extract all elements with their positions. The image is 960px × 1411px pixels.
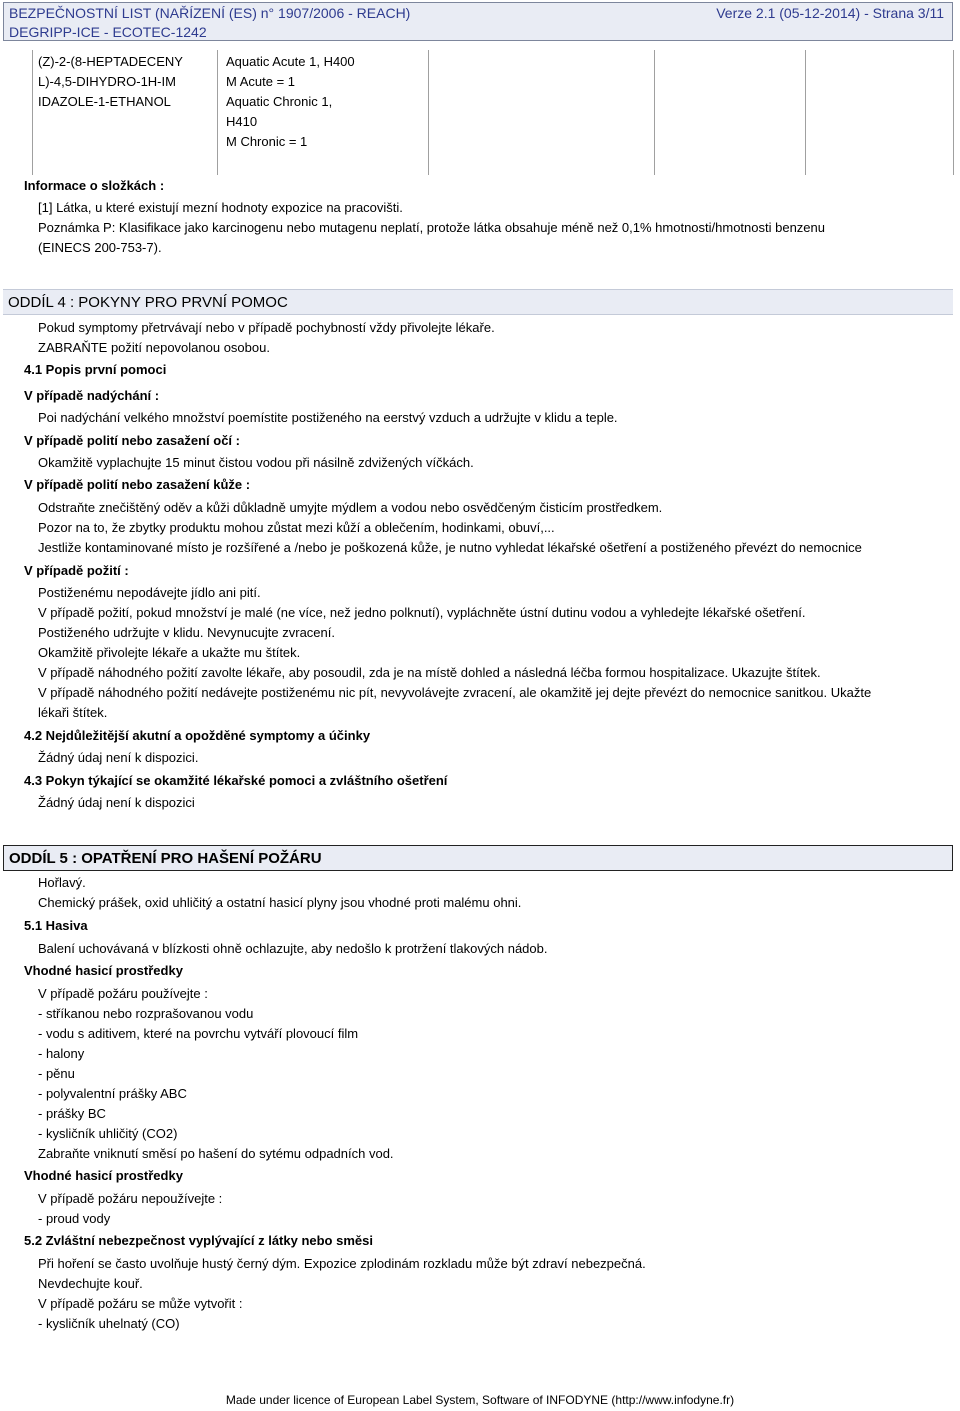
- section-5-header: [3, 845, 953, 871]
- section-4-header: [3, 289, 953, 315]
- substance-line: L)-4,5-DIHYDRO-1H-IM: [38, 74, 176, 89]
- list-item: - kysličník uhličitý (CO2): [38, 1126, 178, 1141]
- section-title: ODDÍL 5 : OPATŘENÍ PRO HAŠENÍ POŽÁRU: [9, 850, 322, 867]
- table-border: [805, 50, 806, 175]
- text-line: Pokud symptomy přetrvávají nebo v případě pochybností vždy přivolejte lékaře.: [38, 320, 495, 335]
- list-item: - kysličník uhelnatý (CO): [38, 1316, 180, 1331]
- substance-line: IDAZOLE-1-ETHANOL: [38, 94, 171, 109]
- text-line: Žádný údaj není k dispozici: [38, 795, 195, 810]
- text-line: V případě požáru se může vytvořit :: [38, 1296, 243, 1311]
- classification-line: Aquatic Chronic 1,: [226, 94, 333, 109]
- document-title: BEZPEČNOSTNÍ LIST (NAŘÍZENÍ (ES) n° 1907/2006 - REACH): [9, 5, 411, 21]
- classification-line: Aquatic Acute 1, H400: [226, 54, 355, 69]
- list-item: - halony: [38, 1046, 85, 1061]
- text-line: Při hoření se často uvolňuje hustý černý dým. Expozice zplodinám rozkladu může být zdraví nebezpečná.: [38, 1256, 646, 1271]
- text-line: Odstraňte znečištěný oděv a kůži důkladně umyjte mýdlem a vodou nebo osvědčeným čisticím prostředkem.: [38, 500, 663, 515]
- classification-line: H410: [226, 114, 258, 129]
- text-line: V případě náhodného požití zavolte lékaře, aby posoudil, zda je na místě dohled a následná léčba formou hospitalizace. Ukazujte štítek.: [38, 665, 821, 680]
- text-line: V případě požáru používejte :: [38, 986, 208, 1001]
- subheading: V případě polití nebo zasažení kůže :: [24, 477, 251, 492]
- info-note: (EINECS 200-753-7).: [38, 240, 162, 255]
- text-line: Okamžitě přivolejte lékaře a ukažte mu štítek.: [38, 645, 301, 660]
- list-item: - prášky BC: [38, 1106, 106, 1121]
- subsection-heading: 5.1 Hasiva: [24, 918, 88, 933]
- text-line: V případě požití, pokud množství je malé (ne více, než jedno polknutí), vypláchněte ústní dutinu vodou a vyhledejte lékařské ošetření.: [38, 605, 806, 620]
- list-item: - pěnu: [38, 1066, 75, 1081]
- table-border: [32, 50, 33, 175]
- text-line: Poi nadýchání velkého množství poemístite postiženého na eerstvý vzduch a udržujte v klidu a teple.: [38, 410, 618, 425]
- substance-name: [38, 52, 183, 112]
- text-line: Balení uchovávaná v blízkosti ohně ochlazujte, aby nedošlo k protržení tlakových nádob.: [38, 941, 548, 956]
- text-line: Postiženému nepodávejte jídlo ani pití.: [38, 585, 261, 600]
- list-item: - polyvalentní prášky ABC: [38, 1086, 187, 1101]
- document-header: [3, 2, 953, 41]
- text-line: Postiženého udržujte v klidu. Nevynucujte zvracení.: [38, 625, 335, 640]
- table-border: [654, 50, 655, 175]
- text-line: Pozor na to, že zbytky produktu mohou zůstat mezi kůží a oblečením, hodinkami, obuví,...: [38, 520, 555, 535]
- product-name: DEGRIPP-ICE - ECOTEC-1242: [9, 24, 207, 40]
- text-line: Nevdechujte kouř.: [38, 1276, 143, 1291]
- subsection-heading: 5.2 Zvláštní nebezpečnost vyplývající z látky nebo směsi: [24, 1233, 373, 1248]
- info-note: [1] Látka, u které existují mezní hodnoty expozice na pracovišti.: [38, 200, 403, 215]
- subheading: V případě požití :: [24, 563, 129, 578]
- subheading: Vhodné hasicí prostředky: [24, 963, 183, 978]
- classification: [226, 52, 355, 152]
- table-border: [217, 50, 218, 175]
- list-item: - stříkanou nebo rozprašovanou vodu: [38, 1006, 254, 1021]
- list-item: - proud vody: [38, 1211, 111, 1226]
- footer-licence: Made under licence of European Label System, Software of INFODYNE (http://www.infodyne.fr): [225, 1393, 735, 1407]
- substance-line: (Z)-2-(8-HEPTADECENY: [38, 54, 183, 69]
- subsection-heading: 4.2 Nejdůležitější akutní a opožděné symptomy a účinky: [24, 728, 371, 743]
- text-line: V případě požáru nepoužívejte :: [38, 1191, 223, 1206]
- subheading: Vhodné hasicí prostředky: [24, 1168, 183, 1183]
- text-line: Okamžitě vyplachujte 15 minut čistou vodou při násilně zdvižených víčkách.: [38, 455, 474, 470]
- text-line: lékaři štítek.: [38, 705, 108, 720]
- table-border: [953, 50, 954, 175]
- list-item: - vodu s aditivem, které na povrchu vytváří plovoucí film: [38, 1026, 359, 1041]
- text-line: Hořlavý.: [38, 875, 86, 890]
- subsection-heading: 4.1 Popis první pomoci: [24, 362, 167, 377]
- info-heading: Informace o složkách :: [24, 178, 165, 193]
- composition-table: [32, 50, 954, 175]
- text-line: Jestliže kontaminované místo je rozšířené a /nebo je poškozená kůže, je nutno vyhledat lékařské ošetření a postiženého převézt do nemocnice: [38, 540, 862, 555]
- classification-line: M Chronic = 1: [226, 134, 308, 149]
- table-border: [428, 50, 429, 175]
- classification-line: M Acute = 1: [226, 74, 296, 89]
- text-line: Žádný údaj není k dispozici.: [38, 750, 199, 765]
- text-line: Chemický prášek, oxid uhličitý a ostatní hasicí plyny jsou vhodné proti malému ohni.: [38, 895, 522, 910]
- subsection-heading: 4.3 Pokyn týkající se okamžité lékařské pomoci a zvláštního ošetření: [24, 773, 448, 788]
- text-line: V případě náhodného požití nedávejte postiženému nic pít, nevyvolávejte zvracení, ale okamžitě jej dejte převézt do nemocnice sanitkou. Ukažte: [38, 685, 872, 700]
- text-line: Zabraňte vniknutí směsí po hašení do sytému odpadních vod.: [38, 1146, 394, 1161]
- subheading: V případě nadýchání :: [24, 388, 160, 403]
- version-page: Verze 2.1 (05-12-2014) - Strana 3/11: [716, 5, 944, 21]
- section-title: ODDÍL 4 : POKYNY PRO PRVNÍ POMOC: [8, 294, 288, 311]
- info-note: Poznámka P: Klasifikace jako karcinogenu nebo mutagenu neplatí, protože látka obsahuje méně než 0,1% hmotnosti/hmotnosti benzenu: [38, 220, 825, 235]
- text-line: ZABRAŇTE požití nepovolanou osobou.: [38, 340, 270, 355]
- subheading: V případě polití nebo zasažení očí :: [24, 433, 240, 448]
